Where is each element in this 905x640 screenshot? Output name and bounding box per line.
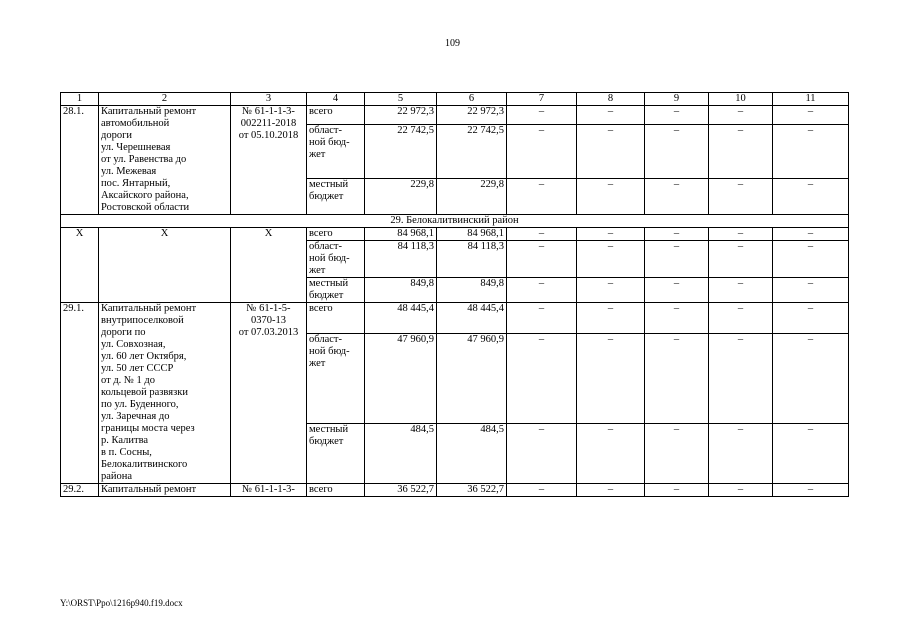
value-col11: – (773, 241, 849, 278)
text-line: Ростовской области (101, 202, 190, 213)
funding-source (307, 303, 365, 334)
value-col11: – (773, 178, 849, 214)
text-line: ной бюд- (309, 136, 350, 148)
text-line: бюджет (309, 290, 344, 301)
value-col11: – (773, 228, 849, 241)
value-col5: 36 522,7 (365, 484, 437, 497)
text-line: Х (160, 228, 169, 239)
column-header-6: 6 (437, 93, 507, 106)
text-line: Х (264, 228, 273, 239)
funding-source (307, 178, 365, 214)
text-line: от д. № 1 до (101, 375, 156, 386)
object-name (99, 303, 231, 484)
object-name (99, 484, 231, 497)
item-number: 29.1. (61, 303, 99, 484)
value-col7: – (507, 178, 577, 214)
value-col8: – (577, 106, 645, 125)
value-col10: – (709, 334, 773, 423)
value-col9: – (645, 124, 709, 178)
value-col9: – (645, 278, 709, 303)
text-line: № 61-1-1-3- (242, 106, 295, 117)
value-col7: – (507, 484, 577, 497)
value-col8: – (577, 124, 645, 178)
text-line: Белокалитвинского (101, 459, 188, 470)
value-col9: – (645, 334, 709, 423)
value-col11: – (773, 106, 849, 125)
value-col9: – (645, 484, 709, 497)
funding-source (307, 241, 365, 278)
table-row (61, 303, 849, 334)
funding-source (307, 106, 365, 125)
value-col7: – (507, 334, 577, 423)
item-number: 29.2. (61, 484, 99, 497)
text-line: ул. Заречная до (101, 411, 170, 422)
value-col7: – (507, 423, 577, 483)
value-col8: – (577, 423, 645, 483)
column-header-4: 4 (307, 93, 365, 106)
funding-source (307, 484, 365, 497)
funding-source (307, 423, 365, 483)
value-col8: – (577, 241, 645, 278)
text-line: ул. Черешневая (101, 142, 171, 153)
column-header-3: 3 (231, 93, 307, 106)
text-line: 002211-2018 (240, 118, 297, 129)
text-line: всего (309, 484, 333, 495)
text-line: пос. Янтарный, (101, 178, 171, 189)
value-col10: – (709, 484, 773, 497)
value-col10: – (709, 423, 773, 483)
value-col7: – (507, 278, 577, 303)
value-col10: – (709, 303, 773, 334)
text-line: бюджет (309, 190, 344, 202)
value-col5: 84 968,1 (365, 228, 437, 241)
value-col5: 484,5 (365, 423, 437, 483)
value-col6: 849,8 (437, 278, 507, 303)
text-line: жет (309, 265, 326, 276)
text-line: местный (309, 278, 349, 289)
value-col10: – (709, 106, 773, 125)
column-header-7: 7 (507, 93, 577, 106)
table-row (61, 484, 849, 497)
funding-source (307, 124, 365, 178)
text-line: Капитальный ремонт (101, 303, 197, 314)
text-line: дороги (101, 130, 133, 141)
value-col5: 229,8 (365, 178, 437, 214)
text-line: р. Калитва (101, 435, 149, 446)
text-line: ной бюд- (309, 346, 350, 358)
column-header-2: 2 (99, 93, 231, 106)
text-line: № 61-1-5- (246, 303, 291, 314)
value-col11: – (773, 303, 849, 334)
value-col5: 22 972,3 (365, 106, 437, 125)
text-line: района (101, 471, 133, 482)
text-line: ной бюд- (309, 253, 350, 264)
column-header-11: 11 (773, 93, 849, 106)
text-line: 0370-13 (251, 315, 286, 326)
text-line: област- (309, 334, 342, 346)
text-line: от 07.03.2013 (238, 327, 299, 338)
value-col9: – (645, 106, 709, 125)
value-col9: – (645, 228, 709, 241)
text-line: всего (309, 106, 333, 117)
column-header-5: 5 (365, 93, 437, 106)
value-col6: 22 742,5 (437, 124, 507, 178)
value-col7: – (507, 124, 577, 178)
header-row (61, 93, 849, 106)
value-col6: 47 960,9 (437, 334, 507, 423)
text-line: ул. 60 лет Октября, (101, 351, 187, 362)
text-line: Капитальный ремонт (101, 484, 197, 495)
value-col10: – (709, 178, 773, 214)
text-line: бюджет (309, 435, 344, 447)
file-path: Y:\ORST\Ppo\1216p940.f19.docx (60, 598, 183, 608)
value-col11: – (773, 124, 849, 178)
item-number: Х (61, 228, 99, 303)
document-reference (231, 228, 307, 303)
value-col5: 47 960,9 (365, 334, 437, 423)
text-line: границы моста через (101, 423, 195, 434)
funding-source (307, 228, 365, 241)
text-line: област- (309, 241, 342, 252)
table-row (61, 106, 849, 125)
value-col5: 48 445,4 (365, 303, 437, 334)
text-line: ул. Межевая (101, 166, 157, 177)
funding-source (307, 334, 365, 423)
table-row (61, 228, 849, 241)
text-line: всего (309, 228, 333, 239)
text-line: жет (309, 148, 326, 160)
document-reference (231, 303, 307, 484)
value-col6: 84 968,1 (437, 228, 507, 241)
value-col8: – (577, 228, 645, 241)
value-col7: – (507, 303, 577, 334)
value-col6: 84 118,3 (437, 241, 507, 278)
value-col8: – (577, 484, 645, 497)
text-line: всего (309, 303, 333, 314)
value-col8: – (577, 178, 645, 214)
value-col9: – (645, 178, 709, 214)
value-col6: 484,5 (437, 423, 507, 483)
text-line: Капитальный ремонт (101, 106, 197, 117)
value-col8: – (577, 303, 645, 334)
value-col6: 48 445,4 (437, 303, 507, 334)
value-col7: – (507, 228, 577, 241)
value-col6: 36 522,7 (437, 484, 507, 497)
object-name (99, 106, 231, 215)
value-col6: 229,8 (437, 178, 507, 214)
text-line: ул. 50 лет СССР (101, 363, 174, 374)
document-reference (231, 484, 307, 497)
value-col5: 849,8 (365, 278, 437, 303)
value-col11: – (773, 484, 849, 497)
value-col5: 84 118,3 (365, 241, 437, 278)
text-line: област- (309, 124, 342, 136)
text-line: местный (309, 423, 349, 435)
page-number: 109 (445, 38, 460, 49)
value-col11: – (773, 334, 849, 423)
document-reference (231, 106, 307, 215)
text-line: дороги по (101, 327, 146, 338)
object-name (99, 228, 231, 303)
column-header-10: 10 (709, 93, 773, 106)
text-line: автомобильной (101, 118, 170, 129)
value-col9: – (645, 423, 709, 483)
value-col9: – (645, 303, 709, 334)
value-col10: – (709, 278, 773, 303)
section-row (61, 215, 849, 228)
text-line: местный (309, 178, 349, 190)
value-col8: – (577, 278, 645, 303)
value-col10: – (709, 228, 773, 241)
text-line: жет (309, 358, 326, 370)
text-line: № 61-1-1-3- (242, 484, 295, 495)
text-line: Аксайского района, (101, 190, 189, 201)
text-line: от ул. Равенства до (101, 154, 187, 165)
value-col8: – (577, 334, 645, 423)
text-line: по ул. Буденного, (101, 399, 179, 410)
column-header-9: 9 (645, 93, 709, 106)
text-line: от 05.10.2018 (238, 130, 299, 141)
value-col5: 22 742,5 (365, 124, 437, 178)
value-col10: – (709, 241, 773, 278)
value-col11: – (773, 278, 849, 303)
value-col6: 22 972,3 (437, 106, 507, 125)
value-col7: – (507, 106, 577, 125)
section-title: 29. Белокалитвинский район (61, 215, 849, 228)
text-line: кольцевой развязки (101, 387, 188, 398)
item-number: 28.1. (61, 106, 99, 215)
value-col9: – (645, 241, 709, 278)
column-header-8: 8 (577, 93, 645, 106)
text-line: ул. Совхозная, (101, 339, 166, 350)
budget-table (60, 92, 849, 497)
funding-source (307, 278, 365, 303)
column-header-1: 1 (61, 93, 99, 106)
value-col10: – (709, 124, 773, 178)
text-line: в п. Сосны, (101, 447, 152, 458)
text-line: внутрипоселковой (101, 315, 184, 326)
value-col11: – (773, 423, 849, 483)
value-col7: – (507, 241, 577, 278)
